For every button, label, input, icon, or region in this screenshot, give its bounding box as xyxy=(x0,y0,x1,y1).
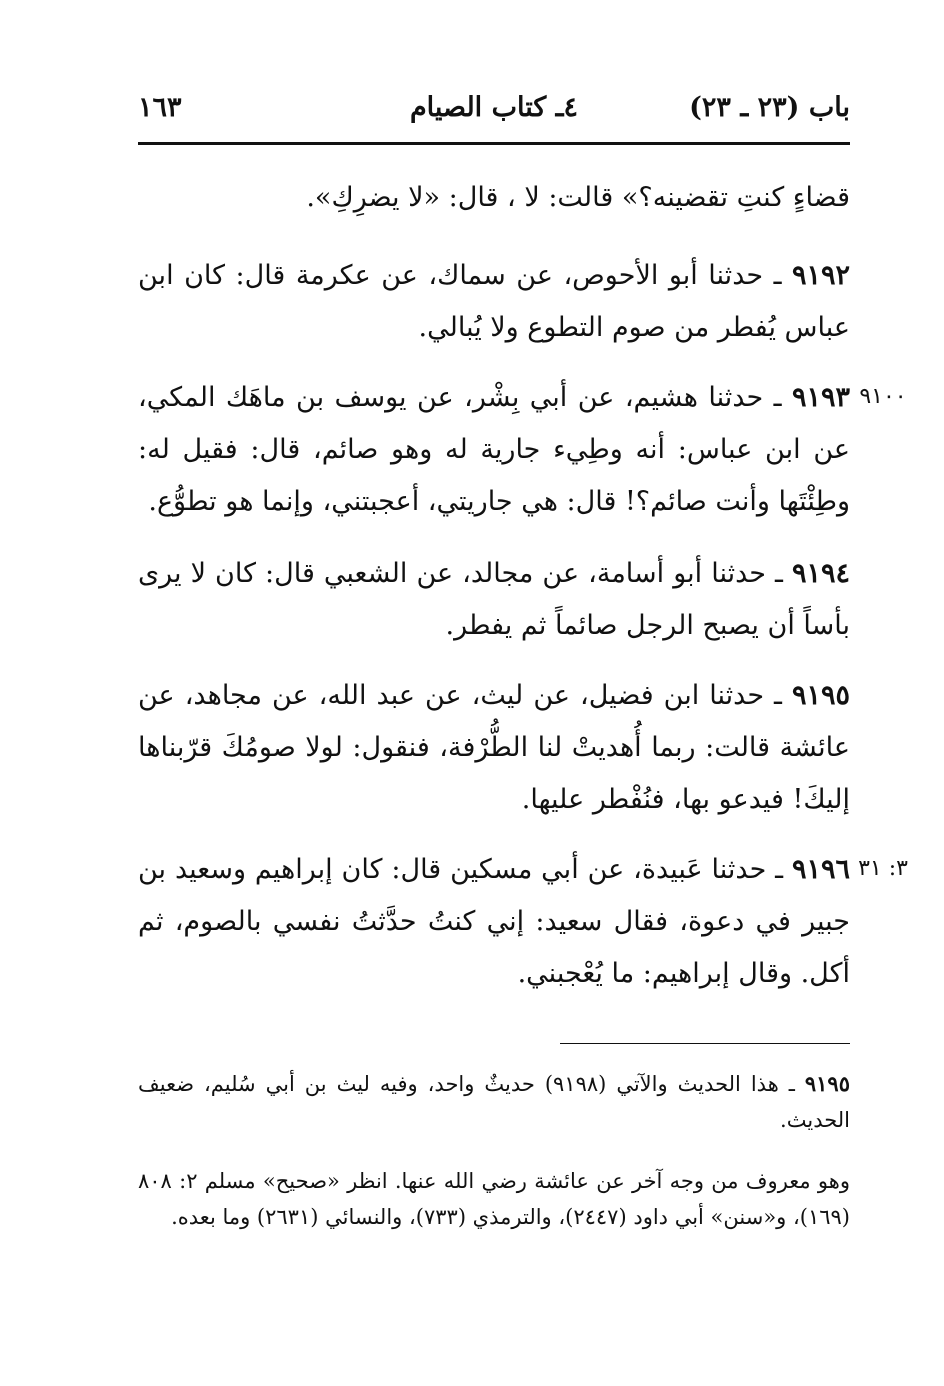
hadith-text: ـ حدثنا أبو الأحوص، عن سماك، عن عكرمة قال: كان ابن عباس يُفطر من صوم التطوع ولا يُبالي. xyxy=(138,260,850,343)
hadith-9194 xyxy=(138,548,850,652)
paragraph-text: قضاءٍ كنتِ تقضينه؟» قالت: لا ، قال: «لا يضرِكِ». xyxy=(306,182,850,213)
margin-reference: ٩١٠٠ xyxy=(859,384,907,409)
hadith-9192 xyxy=(138,250,850,354)
chapter-heading: باب (٢٣ ـ ٢٣) xyxy=(689,92,850,123)
hadith-9195 xyxy=(138,670,850,826)
hadith-text: ـ حدثنا هشيم، عن أبي بِشْر، عن يوسف بن ماهَك المكي، عن ابن عباس: أنه وطِيء جارية له وهو صائم، قال: فقيل له: وطِئْتَها وأنت صائم؟! قال: هي جاريتي، أعجبتني، وإنما هو تطوُّع. xyxy=(138,382,850,517)
footnote xyxy=(138,1163,850,1235)
running-header xyxy=(138,92,850,136)
hadith-number: ٩١٩٢ xyxy=(791,260,850,291)
hadith-text: ـ حدثنا ابن فضيل، عن ليث، عن عبد الله، عن مجاهد، عن عائشة قالت: ربما أُهديتْ لنا الطُّرْفة، فنقول: لولا صومُكَ قرّبناها إليكَ! فيدعو بها، فنُفْطر عليها. xyxy=(138,680,850,815)
hadith-number: ٩١٩٤ xyxy=(791,558,850,589)
hadith-text: ـ حدثنا أبو أسامة، عن مجالد، عن الشعبي قال: كان لا يرى بأساً أن يصبح الرجل صائماً ثم يفطر. xyxy=(138,558,850,641)
footnote-text: ـ هذا الحديث والآتي (٩١٩٨) حديثٌ واحد، وفيه ليث بن أبي سُليم، ضعيف الحديث. xyxy=(138,1072,850,1132)
header-rule xyxy=(138,142,850,145)
hadith-9196 xyxy=(138,844,850,1000)
page-number: ١٦٣ xyxy=(138,92,182,123)
margin-reference: ٣: ٣١ xyxy=(858,856,908,881)
hadith-number: ٩١٩٦ xyxy=(791,854,850,885)
hadith-9193 xyxy=(138,372,850,528)
footnote-separator xyxy=(560,1043,850,1044)
book-title: ٤ـ كتاب الصيام xyxy=(409,92,579,123)
hadith-number: ٩١٩٣ xyxy=(791,382,850,413)
footnote-number: ٩١٩٥ xyxy=(804,1071,850,1096)
hadith-number: ٩١٩٥ xyxy=(791,680,850,711)
footnote xyxy=(138,1066,850,1138)
footnote-text: وهو معروف من وجه آخر عن عائشة رضي الله عنها. انظر «صحيح» مسلم ٢: ٨٠٨ (١٦٩)، و«سنن» أبي داود (٢٤٤٧)، والترمذي (٧٣٣)، والنسائي (٢٦٣١) وما بعده. xyxy=(138,1169,850,1229)
hadith-text: ـ حدثنا عَبيدة، عن أبي مسكين قال: كان إبراهيم وسعيد بن جبير في دعوة، فقال سعيد: إني كنتُ حدَّثتُ نفسي بالصوم، ثم أكل. وقال إبراهيم: ما يُعْجبني. xyxy=(138,854,850,989)
paragraph-continuation xyxy=(138,172,850,224)
